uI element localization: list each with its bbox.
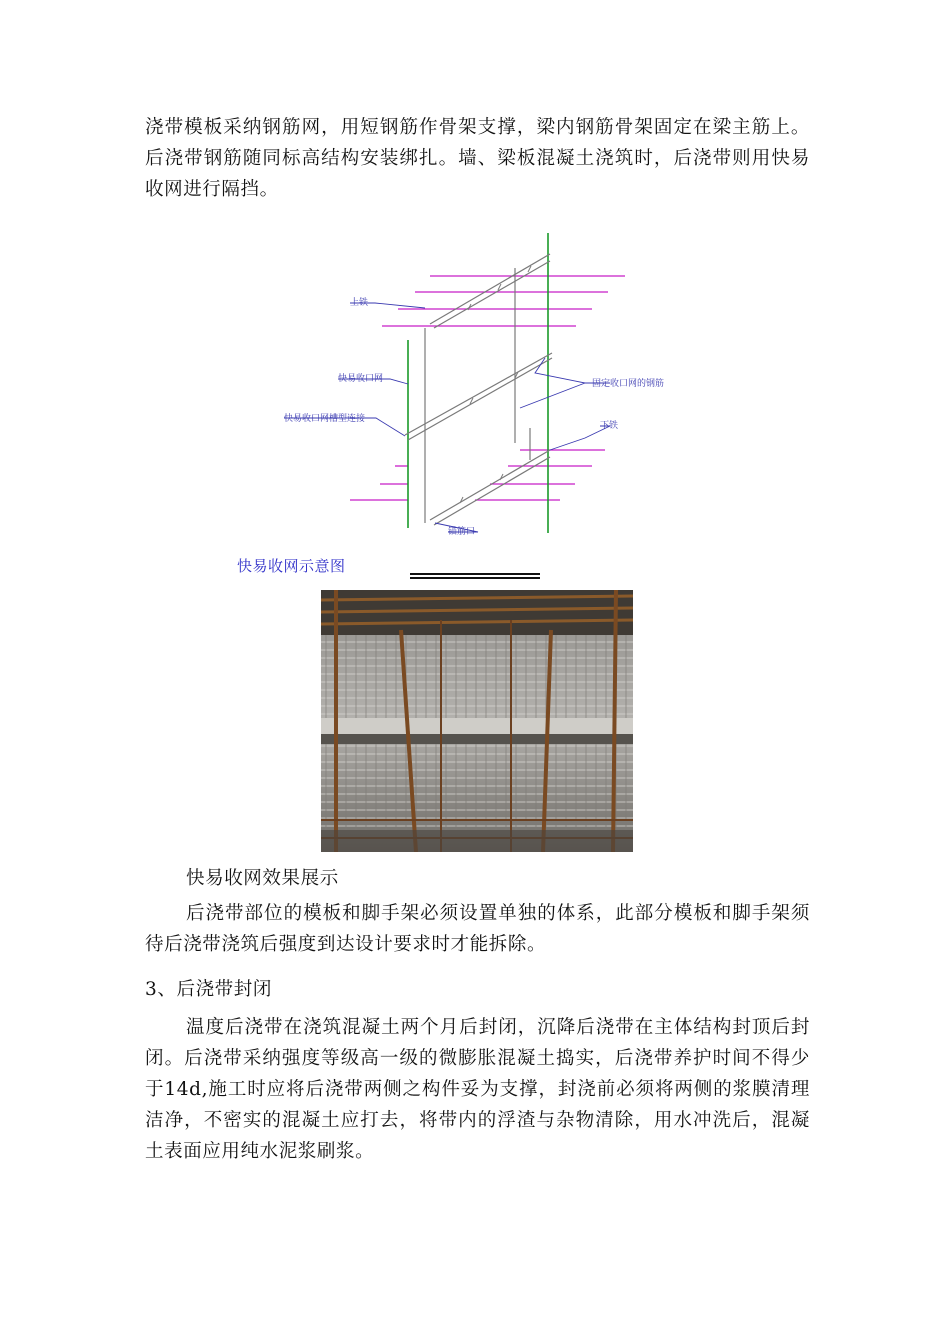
separator-line-top <box>410 573 540 575</box>
diagram-caption: 快易收网示意图 <box>237 557 346 575</box>
vertical-bars-green <box>408 233 548 533</box>
label-fixing-rebar: 固定收口网的钢筋 <box>592 379 665 389</box>
label-quick-net-joint: 快易收口网槽型连接 <box>284 414 366 424</box>
construction-photo <box>321 590 633 852</box>
paragraph-formwork: 后浇带部位的模板和脚手架必须设置单独的体系，此部分模板和脚手架须待后浇带浇筑后强度到达设计要求时才能拆除。 <box>145 903 810 955</box>
top-rebar-lines <box>382 276 625 326</box>
label-anchor: 锚筋口 <box>448 527 476 537</box>
vertical-bars-gray <box>425 268 530 523</box>
paragraph-intro: 浇带模板采纳钢筋网，用短钢筋作骨架支撑，梁内钢筋骨架固定在梁主筋上。后浇带钢筋随同标高结构安装绑扎。墙、梁板混凝土浇筑时，后浇带则用快易收网进行隔挡。 <box>145 117 810 200</box>
quick-net-diagram <box>280 228 680 540</box>
photo-caption: 快易收网效果展示 <box>186 868 339 889</box>
separator-line-bottom <box>410 577 540 579</box>
label-bottom-rebar: 下铁 <box>600 421 619 431</box>
section-heading: 3、后浇带封闭 <box>145 979 272 1000</box>
label-quick-net: 快易收口网 <box>338 374 384 384</box>
paragraph-closure: 温度后浇带在浇筑混凝土两个月后封闭，沉降后浇带在主体结构封顶后封闭。后浇带采纳强度等级高一级的微膨胀混凝土捣实，后浇带养护时间不得少于14d,施工时应将后浇带两侧之构件妥为支撑，封浇前必须将两侧的浆膜清理洁净，不密实的混凝土应打去，将带内的浮渣与杂物清除，用水冲洗后，混凝土表面应用纯水泥浆刷浆。 <box>145 1017 810 1162</box>
label-top-rebar: 上铁 <box>350 298 369 308</box>
